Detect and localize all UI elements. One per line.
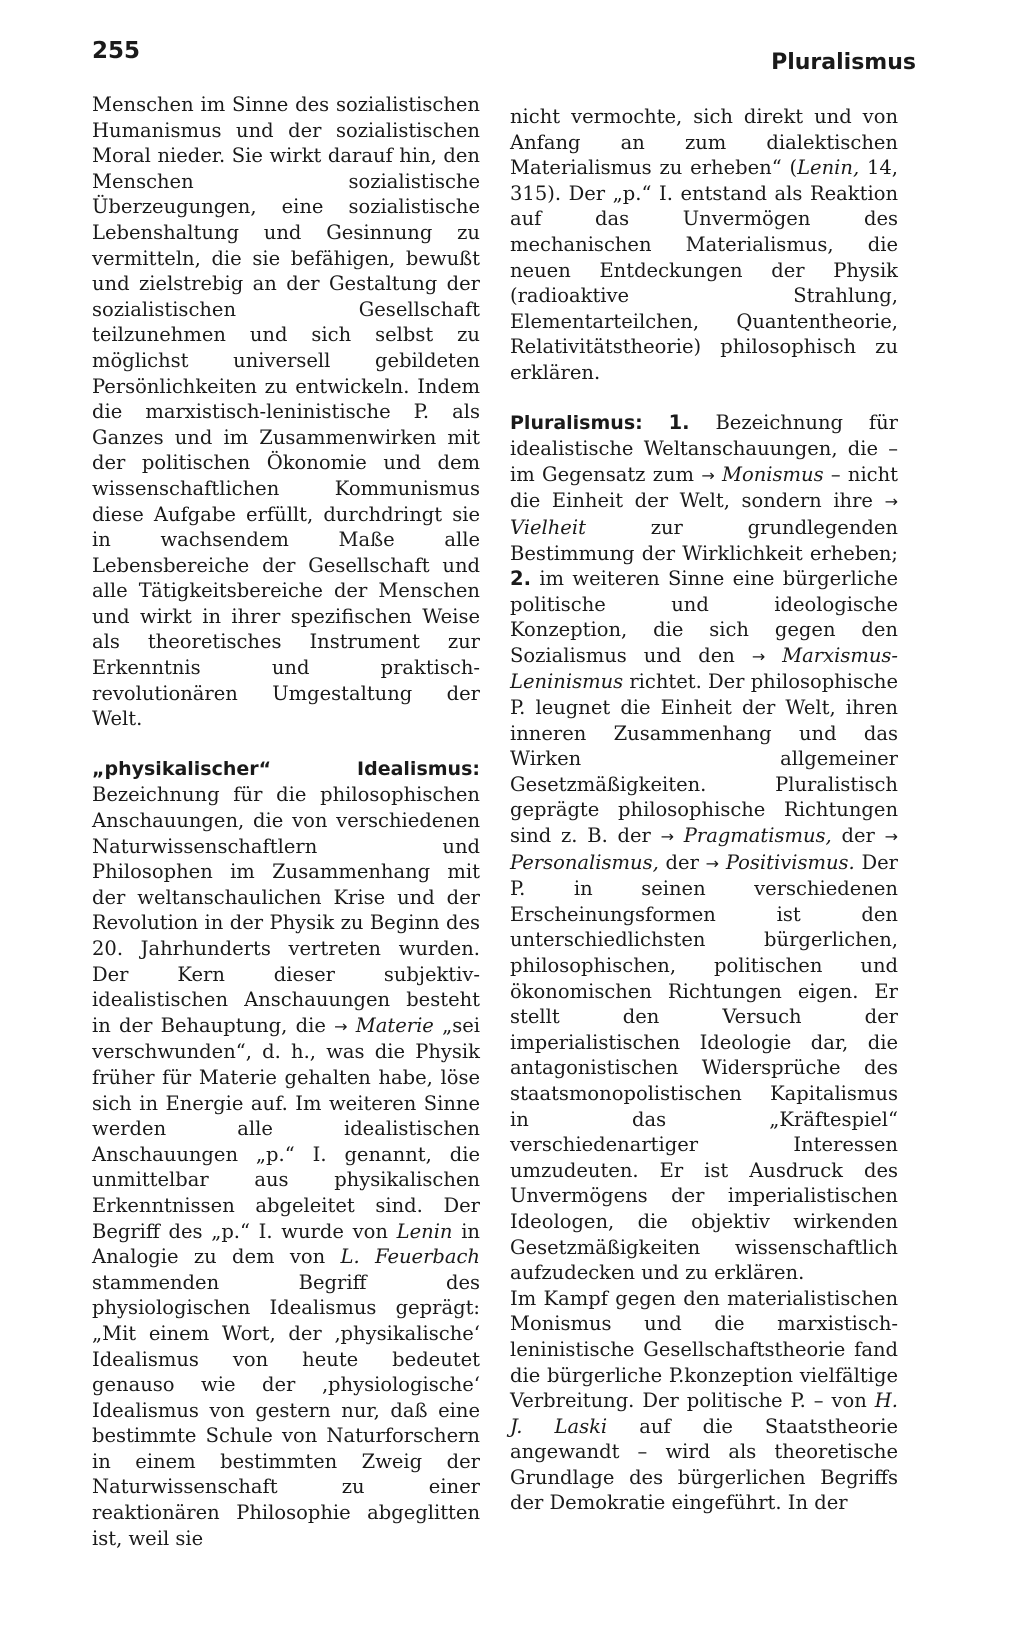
entry-text: stammenden Begriff des physiologischen Idealismus geprägt: „Mit einem Wort, der ‚physikalische‘ Idealismus von heute bedeutet genauso wie der ‚physiologische‘ Idealismus von gestern nur, daß eine bestimmte Schule von Naturforschern in einem bestimmten Zweig der Naturwissenschaft zu einer reaktionären Philosophie abgeglitten ist, weil sie [92, 1270, 480, 1550]
sense-number: 1. [668, 410, 690, 434]
cross-reference-monismus: Monismus [722, 462, 824, 486]
continued-paragraph: Menschen im Sinne des sozialistischen Humanismus und der sozialistischen Moral nieder. Sie wirkt darauf hin, den Menschen sozialistische Überzeugungen, eine sozialistische Lebenshaltung und Gesinnung zu vermitteln, die sie befähigen, bewußt und zielstrebig an der Gestaltung der sozialistischen Gesellschaft teilzunehmen und sich selbst zu möglichst universell gebildeten Persönlichkeiten zu entwickeln. Indem die marxistisch-leninistische P. als Ganzes und im Zusammenwirken mit der politischen Ökonomie und dem wissenschaftlichen Kommunismus diese Aufgabe erfüllt, durchdringt sie in wachsendem Maße alle Lebensbereiche der Gesellschaft und alle Tätigkeitsbereiche der Menschen und wirkt in ihrer spezifischen Weise als theoretisches Instrument zur Erkenntnis und praktisch-revolutionären Umgestaltung der Welt. [92, 93, 480, 731]
entry-text: „sei verschwunden“, d. h., was die Physik früher für Materie gehalten habe, löse sich in Energie auf. Im weiteren Sinne werden alle idealistischen Anschauungen „p.“ I. genannt, die unmittelbar aus physikalischen Erkenntnissen abgeleitet sind. Der Begriff des „p.“ I. wurde von [92, 1013, 480, 1243]
entry-text: im weiteren Sinne eine bürgerliche politische und ideologische Konzeption, die sich gegen den Sozialismus und den [510, 567, 898, 667]
sense-number: 2. [510, 567, 531, 591]
entry-text: richtet. Der philosophische P. leugnet die Einheit der Welt, ihren inneren Zusammenhang und das Wirken allgemeiner Gesetzmäßigkeiten. Pluralistisch geprägte philosophische Richtungen sind z. B. der [510, 670, 899, 848]
right-column [510, 104, 898, 1516]
reference-arrow-icon: → [660, 827, 674, 847]
entry-text: nicht vermochte, sich direkt und von Anfang an zum dialektischen Materialismus zu erheben“ ( [510, 105, 898, 180]
cross-reference-marxismus-leninismus: Marxismus-Leninismus [510, 643, 898, 694]
left-column [92, 92, 480, 1551]
entry-text: der [658, 850, 706, 874]
reference-arrow-icon: → [884, 827, 898, 847]
entry-text: zur grundlegenden Bestimmung der Wirklichkeit erheben; [510, 515, 898, 565]
cross-reference-positivismus: Positivismus. [725, 850, 855, 874]
entry-text: der [831, 824, 885, 848]
entry-headword: Pluralismus: [510, 411, 643, 434]
entry-headword: „physikalischer“ Idealismus: [92, 757, 480, 780]
citation-author: Lenin, [797, 156, 860, 180]
entry-paragraph [510, 1286, 898, 1516]
author-name: L. Feuerbach [340, 1245, 480, 1269]
entry-pluralismus [510, 410, 898, 1286]
page-number: 255 [92, 38, 141, 64]
entry-text: 14, 315). Der „p.“ I. entstand als Reaktion auf das Unvermögen des mechanischen Materialismus, die neuen Entdeckungen der Physik (radioaktive Strahlung, Elementarteilchen, Quantentheorie, Relativitätstheorie) philosophisch zu erklären. [510, 156, 898, 384]
reference-arrow-icon: → [705, 853, 720, 873]
author-name: H. J. Laski [510, 1389, 898, 1438]
cross-reference-materie: Materie [355, 1013, 434, 1037]
entry-text: Der P. in seinen verschiedenen Erscheinungsformen ist den unterschiedlichsten bürgerlichen, philosophischen, politischen und ökonomischen Richtungen eigen. Er stellt den Versuch der imperialistischen Ideologie dar, die antagonistischen Widersprüche des staatsmonopolistischen Kapitalismus in das „Kräftespiel“ verschiedenartiger Interessen umzudeuten. Er ist Ausdruck des Unvermögens der imperialistischen Ideologen, die objektiv wirkenden Gesetzmäßigkeiten wissenschaftlich aufzudecken und zu erklären. [510, 850, 898, 1285]
cross-reference-personalismus: Personalismus, [510, 850, 659, 874]
entry-physikalischer-idealismus [92, 756, 480, 1551]
reference-arrow-icon: → [334, 1016, 348, 1036]
entry-text: in Analogie zu dem von [92, 1219, 480, 1269]
entry-text: – nicht die Einheit der Welt, sondern ihre [510, 462, 899, 513]
entry-text: Im Kampf gegen den materialistischen Monismus und die marxistisch-leninistische Gesellschaftstheorie fand die bürgerliche P.konzeption vielfältige Verbreitung. Der politische P. – von [510, 1286, 898, 1413]
reference-arrow-icon: → [751, 646, 766, 666]
entry-text: auf die Staatstheorie angewandt – wird als theoretische Grundlage des bürgerlichen Begriffs der Demokratie eingeführt. In der [510, 1414, 898, 1515]
continued-paragraph [510, 104, 898, 386]
cross-reference-vielheit: Vielheit [510, 515, 586, 539]
reference-arrow-icon: → [884, 492, 898, 512]
running-head: Pluralismus [771, 50, 916, 75]
entry-text: Bezeichnung für idealistische Weltanschauungen, die – im Gegensatz zum [510, 410, 898, 486]
author-name: Lenin [396, 1219, 453, 1243]
entry-text: Bezeichnung für die philosophischen Anschauungen, die von verschiedenen Naturwissenschaftlern und Philosophen im Zusammenhang mit der weltanschaulichen Krise und der Revolution in der Physik zu Beginn des 20. Jahrhunderts vertreten wurden. Der Kern dieser subjektiv-idealistischen Anschauungen besteht in der Behauptung, die [92, 783, 480, 1037]
cross-reference-pragmatismus: Pragmatismus, [683, 824, 832, 848]
reference-arrow-icon: → [701, 465, 715, 485]
